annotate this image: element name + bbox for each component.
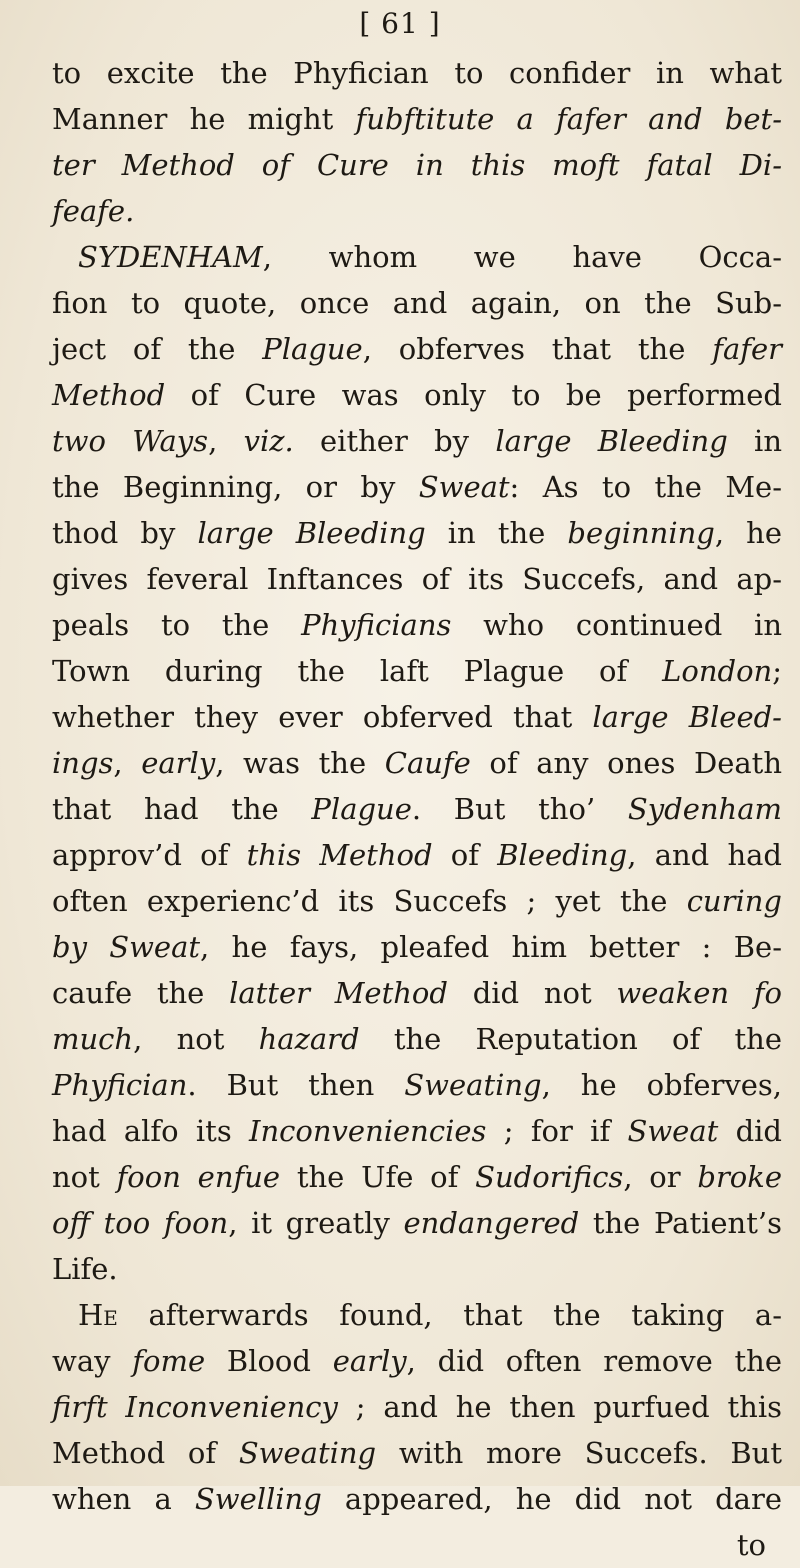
text-span: , it greatly [228, 1206, 404, 1240]
italic-text: large Bleeding [197, 516, 426, 550]
text-span: , obferves that the [362, 332, 713, 366]
italic-text: Method [52, 378, 166, 412]
text-span: thod by [52, 516, 198, 550]
text-line [52, 1016, 782, 1062]
text-span: , or [623, 1160, 698, 1194]
text-span: ; [772, 654, 782, 688]
italic-text: Sweating [404, 1068, 542, 1102]
italic-text: ter Method of Cure in this moft fatal Di- [52, 148, 782, 182]
italic-text: two Ways [52, 424, 209, 458]
italic-text: fafer [712, 332, 782, 366]
text-span: He [78, 1298, 118, 1332]
italic-text: ings [52, 746, 114, 780]
page-number: [ 61 ] [359, 7, 441, 40]
text-span: Manner he might [52, 102, 356, 136]
text-span: way [52, 1344, 133, 1378]
text-span: often experienc’d its Succefs ; yet the [52, 884, 687, 918]
text-span: . But then [187, 1068, 405, 1102]
text-span: , did often remove the [406, 1344, 782, 1378]
text-line [52, 234, 782, 280]
text-span: , and had [627, 838, 782, 872]
text-span: Life. [52, 1252, 118, 1286]
italic-text: weaken fo [616, 976, 782, 1010]
italic-text: Plague [311, 792, 412, 826]
italic-text: curing [686, 884, 782, 918]
text-span: whether they ever obferved that [52, 700, 593, 734]
text-line [52, 96, 782, 142]
text-span: the Patient’s [579, 1206, 782, 1240]
italic-text: endangered [403, 1206, 580, 1240]
text-span: either by [293, 424, 496, 458]
italic-text: firft Inconveniency [52, 1390, 338, 1424]
italic-text: early [141, 746, 216, 780]
text-line [52, 142, 782, 188]
italic-text: large Bleed- [592, 700, 782, 734]
italic-text: by Sweat [52, 930, 201, 964]
text-span: of [432, 838, 498, 872]
text-span: , was the [215, 746, 385, 780]
text-span: afterwards found, that the taking a- [117, 1298, 782, 1332]
text-line [52, 970, 782, 1016]
text-line [52, 1338, 782, 1384]
italic-text: Sweat [418, 470, 510, 504]
italic-text: hazard [258, 1022, 360, 1056]
text-line [52, 832, 782, 878]
text-line [52, 280, 782, 326]
text-span: when a [52, 1482, 195, 1516]
text-line [52, 648, 782, 694]
text-span: , he fays, pleafed him better : Be- [200, 930, 782, 964]
text-line [52, 188, 782, 234]
text-span: of Cure was only to be performed [165, 378, 782, 412]
text-span: , [208, 424, 244, 458]
text-span: , he obferves, [541, 1068, 782, 1102]
text-line [52, 50, 782, 96]
italic-text: Caufe [384, 746, 471, 780]
italic-text: off too foon [52, 1206, 229, 1240]
text-span: the Reputation of the [359, 1022, 782, 1056]
text-line [52, 786, 782, 832]
text-span: , not [133, 1022, 259, 1056]
text-span: the Beginning, or by [52, 470, 419, 504]
text-span: , [113, 746, 142, 780]
text-span: ject of the [52, 332, 263, 366]
italic-text: Plague [262, 332, 363, 366]
text-line [52, 1292, 782, 1338]
text-span: Method of [52, 1436, 239, 1470]
italic-text: feafe. [52, 194, 135, 228]
italic-text: early [332, 1344, 407, 1378]
text-span: not [52, 1160, 117, 1194]
italic-text: Sweat [627, 1114, 719, 1148]
text-span: caufe the [52, 976, 230, 1010]
text-line [52, 1200, 782, 1246]
text-line [52, 418, 782, 464]
italic-text: latter Method [229, 976, 448, 1010]
text-line [52, 1062, 782, 1108]
text-span: to [736, 1528, 766, 1562]
text-line [52, 1476, 782, 1522]
italic-text: broke [697, 1160, 782, 1194]
text-line [52, 556, 782, 602]
text-span: , he [714, 516, 782, 550]
text-span: , whom we have Occa- [262, 240, 782, 274]
text-line [52, 602, 782, 648]
text-line [52, 326, 782, 372]
text-span: Blood [205, 1344, 333, 1378]
italic-text: Sudorifics [475, 1160, 624, 1194]
text-line [52, 1246, 782, 1292]
text-line [52, 1384, 782, 1430]
text-line [52, 372, 782, 418]
italic-text: Sydenham [627, 792, 782, 826]
text-span: with more Succefs. But [376, 1436, 783, 1470]
text-span: ; and he then purfued this [337, 1390, 782, 1424]
text-span: did not [447, 976, 617, 1010]
text-line [52, 1522, 782, 1568]
text-span: had alfo its [52, 1114, 250, 1148]
text-line [52, 740, 782, 786]
text-span: : As to the Me- [509, 470, 782, 504]
text-line [52, 694, 782, 740]
text-span: of any ones Death [470, 746, 782, 780]
italic-text: large Bleeding [495, 424, 728, 458]
italic-text: SYDENHAM [78, 240, 263, 274]
text-span: approv’d of [52, 838, 247, 872]
text-span: appeared, he did not dare [321, 1482, 782, 1516]
italic-text: foon enfue [116, 1160, 281, 1194]
italic-text: this Method [246, 838, 433, 872]
text-span: fion to quote, once and again, on the Sub- [52, 286, 782, 320]
italic-text: Sweating [238, 1436, 377, 1470]
text-span: ; for if [486, 1114, 628, 1148]
text-span: in [727, 424, 783, 458]
italic-text: much [52, 1022, 134, 1056]
italic-text: beginning [567, 516, 715, 550]
text-span: in the [425, 516, 568, 550]
text-span: to excite the Phyfician to confider in what [52, 56, 782, 90]
text-line [52, 1430, 782, 1476]
italic-text: fubftitute a fafer and bet- [355, 102, 783, 136]
text-span: . But tho’ [411, 792, 628, 826]
text-span: that had the [52, 792, 312, 826]
italic-text: fome [132, 1344, 206, 1378]
body-text [52, 50, 782, 1568]
italic-text: Phyfician [52, 1068, 188, 1102]
italic-text: Bleeding [497, 838, 628, 872]
text-line [52, 464, 782, 510]
italic-text: viz. [243, 424, 294, 458]
text-span: peals to the [52, 608, 302, 642]
text-span: did [718, 1114, 782, 1148]
italic-text: London [662, 654, 773, 688]
text-span: the Ufe of [280, 1160, 476, 1194]
text-line [52, 510, 782, 556]
text-line [52, 924, 782, 970]
text-span: Town during the laft Plague of [52, 654, 663, 688]
text-span: gives feveral Inftances of its Succefs, and ap- [52, 562, 782, 596]
text-line [52, 878, 782, 924]
italic-text: Inconveniencies [249, 1114, 487, 1148]
italic-text: Swelling [194, 1482, 322, 1516]
italic-text: Phyficians [301, 608, 452, 642]
text-span: who continued in [451, 608, 782, 642]
text-line [52, 1108, 782, 1154]
text-line [52, 1154, 782, 1200]
